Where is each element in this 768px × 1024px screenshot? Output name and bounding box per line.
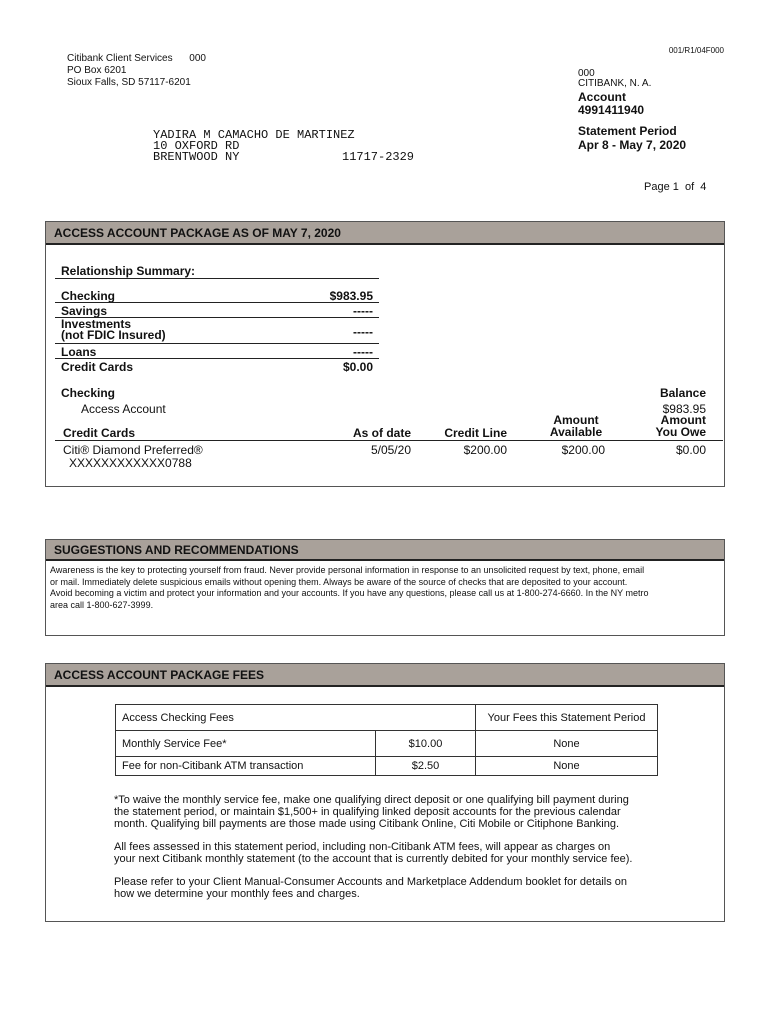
note-line: *To waive the monthly service fee, make one qualifying direct deposit or one qualifying bill payment during: [114, 794, 629, 806]
account-number: 4991411940: [578, 103, 645, 117]
card-amount-available: $200.00: [561, 443, 605, 457]
summary-savings-label: Savings: [61, 304, 108, 318]
note-line: the statement period, or maintain $1,500+ in qualifying linked deposit accounts for the previous calendar: [114, 806, 621, 818]
col-credit-line: Credit Line: [444, 426, 507, 440]
account-package-section: [45, 221, 725, 487]
statement-period-value: Apr 8 - May 7, 2020: [578, 138, 687, 152]
card-as-of-date: 5/05/20: [370, 443, 411, 457]
suggestions-line: Avoid becoming a victim and protect your information and your accounts. If you have any questions, please call us at 1-800-274-6660. In the NY metro: [50, 588, 649, 599]
suggestions-section: [45, 539, 725, 636]
waive-fee-note: [114, 794, 629, 830]
page-number: Page 1 of 4: [644, 181, 707, 193]
table-row: [116, 731, 658, 757]
fee-amount: $2.50: [376, 757, 476, 776]
checking-account-name: Access Account: [81, 402, 166, 416]
summary-credit-cards-value: $0.00: [342, 360, 373, 374]
note-line: your next Citibank monthly statement (to the account that is currently debited for your monthly service fee).: [114, 853, 633, 865]
card-number: XXXXXXXXXXXX0788: [69, 456, 192, 470]
summary-checking-value: $983.95: [329, 289, 373, 303]
fees-table: [115, 704, 658, 776]
col-amount-available: [536, 414, 616, 438]
sender-line: Sioux Falls, SD 57117-6201: [67, 77, 191, 88]
suggestions-line: area call 1-800-627-3999.: [50, 599, 154, 610]
summary-divider: [55, 302, 379, 303]
balance-heading: Balance: [659, 386, 706, 400]
form-code: 001/R1/04F000: [668, 46, 724, 55]
fees-title: ACCESS ACCOUNT PACKAGE FEES: [46, 664, 724, 687]
recipient-zip: 11717-2329: [342, 150, 415, 164]
summary-investments-value: -----: [353, 325, 373, 339]
account-label: Account: [578, 90, 626, 104]
col-amount-available-line: Available: [549, 425, 603, 439]
client-manual-note: [114, 876, 627, 900]
summary-loans-label: Loans: [61, 345, 97, 359]
sender-address: [67, 53, 206, 89]
fees-assessed-note: [114, 841, 632, 865]
recipient-city: BRENTWOOD NY: [153, 150, 240, 164]
bank-code: 000: [578, 68, 595, 79]
investments-line: (not FDIC Insured): [61, 328, 166, 342]
summary-investments-label: [61, 319, 166, 341]
summary-credit-cards-label: Credit Cards: [61, 360, 134, 374]
col-amount-you-owe-line: Amount: [660, 413, 706, 427]
card-amount-you-owe: $0.00: [675, 443, 706, 457]
suggestions-title: SUGGESTIONS AND RECOMMENDATIONS: [46, 540, 724, 561]
recipient-street: 10 OXFORD RD: [153, 139, 240, 153]
checking-balance: $983.95: [662, 402, 706, 416]
credit-cards-divider: [55, 440, 723, 441]
fee-yours: None: [476, 757, 658, 776]
investments-line: Investments: [61, 317, 132, 331]
sender-line: PO Box 6201: [67, 65, 127, 76]
credit-cards-heading: Credit Cards: [63, 426, 136, 440]
sender-line: Citibank Client Services 000: [67, 53, 206, 64]
account-package-title: ACCESS ACCOUNT PACKAGE AS OF MAY 7, 2020: [46, 222, 724, 245]
suggestions-line: or mail. Immediately delete suspicious emails without opening them. Always be aware of the source of checks that are deposited to your account.: [50, 576, 628, 587]
bank-name: CITIBANK, N. A.: [578, 78, 652, 89]
note-line: month. Qualifying bill payments are those made using Citibank Online, Citi Mobile or Citiphone Banking.: [114, 818, 620, 830]
checking-heading: Checking: [61, 386, 116, 400]
note-line: Please refer to your Client Manual-Consumer Accounts and Marketplace Addendum booklet for details on: [114, 876, 628, 888]
fees-table-header: [116, 705, 658, 731]
fee-label: Monthly Service Fee*: [116, 731, 376, 757]
summary-loans-value: -----: [353, 345, 373, 359]
fees-section: [45, 663, 725, 922]
relationship-summary-label: Relationship Summary:: [61, 264, 196, 278]
fee-amount: $10.00: [376, 731, 476, 757]
statement-period-label: Statement Period: [578, 124, 677, 138]
fee-label: Fee for non-Citibank ATM transaction: [116, 757, 376, 776]
col-as-of-date: As of date: [352, 426, 411, 440]
fee-yours: None: [476, 731, 658, 757]
col-amount-you-owe: [626, 414, 706, 438]
summary-divider: [55, 343, 379, 344]
recipient-name: YADIRA M CAMACHO DE MARTINEZ: [153, 128, 355, 142]
note-line: All fees assessed in this statement period, including non-Citibank ATM fees, will appear as charges on: [114, 841, 611, 853]
summary-savings-value: -----: [353, 304, 373, 318]
suggestions-text: [50, 565, 649, 611]
fees-header-yours: Your Fees this Statement Period: [476, 705, 658, 731]
card-name: Citi® Diamond Preferred®: [63, 443, 203, 457]
note-line: how we determine your monthly fees and charges.: [114, 888, 360, 900]
card-credit-line: $200.00: [463, 443, 507, 457]
summary-divider: [55, 278, 379, 279]
fees-header-label: Access Checking Fees: [116, 705, 476, 731]
table-row: [116, 757, 658, 776]
summary-checking-label: Checking: [61, 289, 116, 303]
col-amount-you-owe-line: You Owe: [655, 425, 706, 439]
col-amount-available-line: Amount: [553, 413, 599, 427]
suggestions-line: Awareness is the key to protecting yourself from fraud. Never provide personal information in response to an unsolicited request by text, phone, email: [50, 565, 645, 575]
summary-divider: [55, 358, 379, 359]
